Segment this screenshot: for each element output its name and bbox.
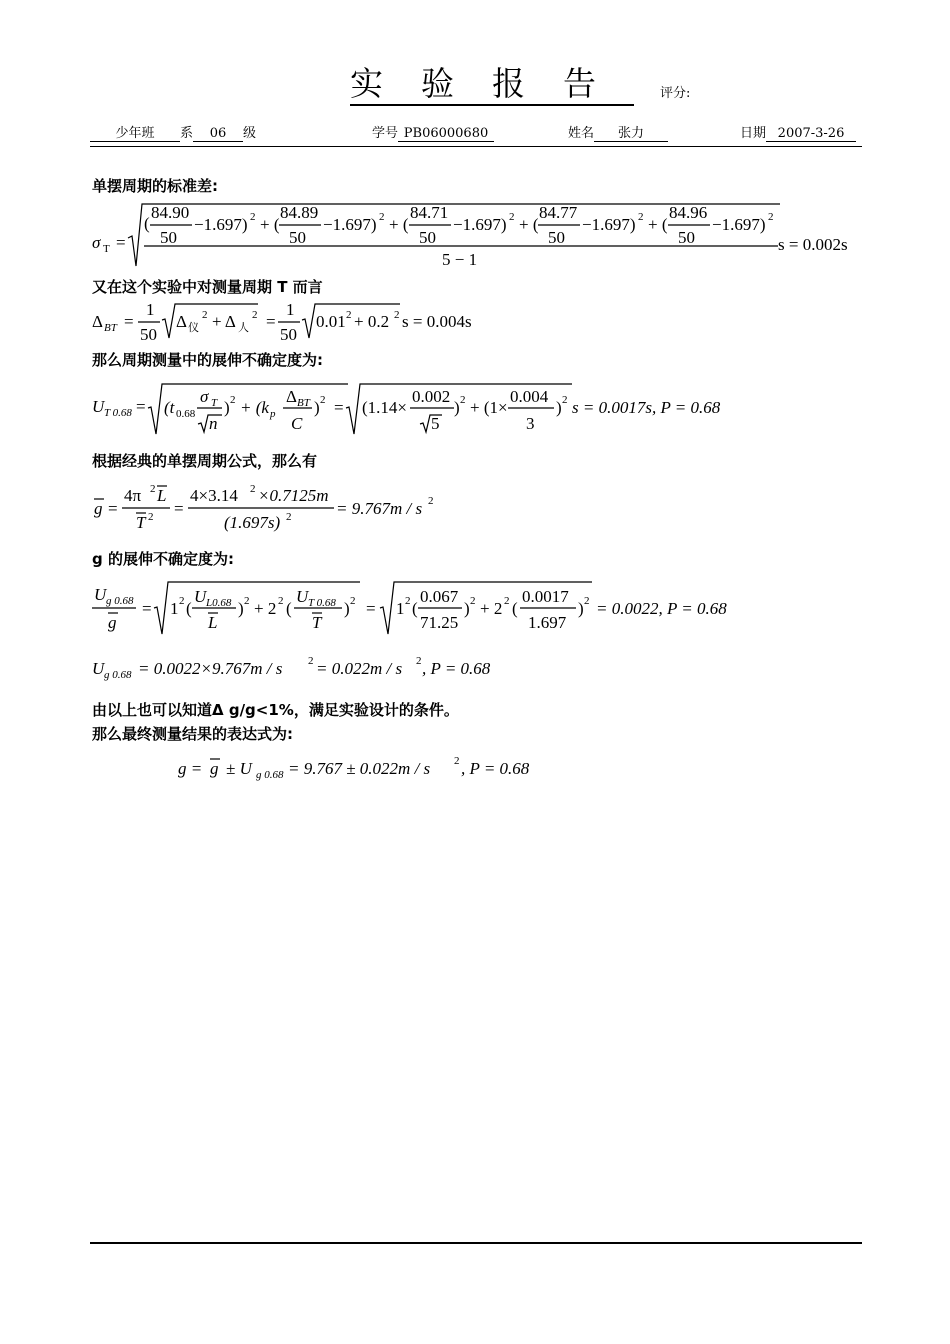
- svg-text:2: 2: [278, 595, 284, 607]
- svg-text:2: 2: [320, 394, 326, 406]
- svg-text:71.25: 71.25: [420, 613, 459, 632]
- svg-text:g =: g =: [178, 759, 203, 778]
- eq1-num-5: 84.96: [669, 203, 708, 222]
- class-field: [90, 122, 256, 142]
- svg-text:n: n: [209, 414, 218, 433]
- eq1-num-3: 84.71: [410, 203, 449, 222]
- svg-text:+ Δ: + Δ: [212, 312, 236, 331]
- svg-text:2: 2: [454, 755, 460, 767]
- svg-text:= 0.022m / s: = 0.022m / s: [316, 659, 403, 678]
- svg-text:2: 2: [250, 483, 256, 495]
- svg-text:1.697: 1.697: [528, 613, 567, 632]
- svg-text:σ: σ: [200, 387, 209, 406]
- equation-g-mean: [90, 480, 450, 538]
- svg-text:2: 2: [470, 595, 476, 607]
- header-rule: [90, 146, 862, 147]
- equation-final-result: [176, 752, 576, 784]
- svg-text:± U: ± U: [226, 759, 252, 778]
- svg-text:50: 50: [678, 228, 695, 247]
- svg-text:C: C: [291, 414, 303, 433]
- svg-text:2: 2: [350, 595, 356, 607]
- svg-text:= 9.767m / s: = 9.767m / s: [336, 499, 423, 518]
- svg-text:0.0017: 0.0017: [522, 587, 569, 606]
- name-value: 张力: [594, 122, 668, 142]
- svg-text:2: 2: [509, 211, 515, 223]
- svg-text:4π: 4π: [124, 486, 142, 505]
- svg-text:(1.697s): (1.697s): [224, 513, 281, 532]
- grade-label: 级: [243, 126, 257, 141]
- svg-text:Δ: Δ: [176, 312, 187, 331]
- svg-text:g 0.68: g 0.68: [106, 595, 134, 607]
- svg-text:g: g: [210, 759, 219, 778]
- eq1-sigma: σ: [92, 233, 101, 252]
- svg-text:): ): [314, 398, 320, 417]
- svg-text:−1.697): −1.697): [323, 215, 377, 234]
- svg-text:0.002: 0.002: [412, 387, 451, 406]
- svg-text:+ (: + (: [648, 215, 668, 234]
- svg-text:U: U: [296, 587, 309, 606]
- svg-text:T: T: [211, 397, 218, 409]
- svg-text:= 9.767 ± 0.022m / s: = 9.767 ± 0.022m / s: [288, 759, 431, 778]
- date-value: 2007-3-26: [766, 126, 856, 142]
- svg-text:+ 2: + 2: [254, 599, 277, 618]
- id-value: PB06000680: [398, 126, 494, 142]
- svg-text:人: 人: [238, 322, 249, 334]
- svg-text:BT: BT: [104, 322, 117, 334]
- svg-text:−1.697): −1.697): [194, 215, 248, 234]
- svg-text:50: 50: [140, 325, 157, 344]
- eq1-denominator: 5 − 1: [442, 250, 478, 269]
- svg-text:BT: BT: [297, 397, 310, 409]
- eq1-open: (: [144, 214, 150, 233]
- svg-text:2: 2: [562, 394, 568, 406]
- svg-text:U: U: [94, 585, 107, 604]
- svg-text:2: 2: [584, 595, 590, 607]
- svg-text:=: =: [136, 397, 146, 416]
- svg-text:2: 2: [252, 309, 258, 321]
- svg-text:): ): [224, 398, 230, 417]
- svg-text:1: 1: [146, 300, 155, 319]
- svg-text:s = 0.0017s, P = 0.68: s = 0.0017s, P = 0.68: [572, 398, 721, 417]
- svg-text:g 0.68: g 0.68: [256, 769, 284, 781]
- svg-text:2: 2: [250, 211, 256, 223]
- svg-text:50: 50: [548, 228, 565, 247]
- eq1-term-2: [279, 203, 409, 247]
- svg-text:=: =: [142, 599, 152, 618]
- para-final-intro: 那么最终测量结果的表达式为:: [92, 725, 293, 743]
- svg-text:+ (1×: + (1×: [470, 398, 508, 417]
- equation-sigma-t: [90, 198, 860, 278]
- svg-text:2: 2: [768, 211, 774, 223]
- svg-text:50: 50: [289, 228, 306, 247]
- svg-text:): ): [556, 398, 562, 417]
- svg-text:2: 2: [286, 511, 292, 523]
- svg-text:−1.697): −1.697): [582, 215, 636, 234]
- svg-text:2: 2: [379, 211, 385, 223]
- svg-text:2: 2: [460, 394, 466, 406]
- svg-text:(: (: [286, 599, 292, 618]
- svg-text:(t: (t: [164, 398, 175, 417]
- svg-text:, P = 0.68: , P = 0.68: [422, 659, 491, 678]
- svg-text:+ 2: + 2: [480, 599, 503, 618]
- para-sigma-intro: 单摆周期的标准差:: [92, 177, 218, 195]
- svg-text:g: g: [94, 499, 103, 518]
- svg-text:2: 2: [244, 595, 250, 607]
- svg-text:0.067: 0.067: [420, 587, 459, 606]
- svg-text:T 0.68: T 0.68: [308, 597, 336, 609]
- score-label: 评分:: [660, 86, 691, 101]
- para-conclusion: 由以上也可以知道Δ g/g<1%，满足实验设计的条件。: [92, 701, 459, 719]
- svg-text:×0.7125m: ×0.7125m: [258, 486, 329, 505]
- svg-text:s = 0.004s: s = 0.004s: [402, 312, 472, 331]
- date-label: 日期: [740, 126, 767, 141]
- name-field: [568, 122, 668, 142]
- svg-text:2: 2: [230, 394, 236, 406]
- footer-rule: [90, 1242, 862, 1244]
- svg-text:2: 2: [148, 511, 154, 523]
- svg-text:=: =: [108, 499, 118, 518]
- class-value: 少年班: [90, 122, 180, 142]
- svg-text:g 0.68: g 0.68: [104, 669, 132, 681]
- svg-text:L: L: [208, 613, 218, 632]
- eq1-result: s = 0.002s: [778, 235, 848, 254]
- svg-text:−1.697): −1.697): [712, 215, 766, 234]
- svg-text:): ): [454, 398, 460, 417]
- para-g-intro: 根据经典的单摆周期公式，那么有: [92, 452, 318, 470]
- svg-text:50: 50: [419, 228, 436, 247]
- svg-text:=: =: [366, 599, 376, 618]
- svg-text:1: 1: [286, 300, 295, 319]
- svg-text:): ): [344, 599, 350, 618]
- eq1-term-5: [668, 203, 774, 247]
- svg-text:U: U: [194, 587, 207, 606]
- svg-text:=: =: [116, 233, 126, 252]
- date-field: [740, 122, 856, 142]
- svg-text:0.004: 0.004: [510, 387, 549, 406]
- svg-text:2: 2: [405, 595, 411, 607]
- svg-text:0.01: 0.01: [316, 312, 346, 331]
- svg-text:g: g: [108, 613, 117, 632]
- svg-text:=: =: [266, 312, 276, 331]
- para-ug-intro: g 的展伸不确定度为:: [92, 550, 234, 568]
- equation-u-g-absolute: [90, 652, 510, 684]
- eq1-term-3: [409, 203, 539, 247]
- svg-text:2: 2: [394, 309, 400, 321]
- svg-text:2: 2: [179, 595, 185, 607]
- svg-text:(: (: [186, 599, 192, 618]
- eq1-sigma-sub: T: [103, 243, 110, 255]
- svg-text:U: U: [92, 659, 105, 678]
- svg-text:+ 0.2: + 0.2: [354, 312, 390, 331]
- svg-text:2: 2: [504, 595, 510, 607]
- svg-text:=: =: [334, 398, 344, 417]
- svg-text:p: p: [270, 408, 276, 420]
- svg-text:, P = 0.68: , P = 0.68: [461, 759, 530, 778]
- svg-text:1: 1: [170, 599, 179, 618]
- svg-text:L: L: [157, 486, 167, 505]
- svg-text:Δ: Δ: [92, 312, 103, 331]
- eq1-num-2: 84.89: [280, 203, 319, 222]
- svg-text:): ): [238, 599, 244, 618]
- id-label: 学号: [372, 126, 399, 141]
- svg-text:= 0.0022, P = 0.68: = 0.0022, P = 0.68: [596, 599, 727, 618]
- equation-delta-bt: [90, 298, 510, 350]
- para-ut-intro: 那么周期测量中的展伸不确定度为:: [92, 351, 324, 369]
- dept-label: 系: [180, 126, 194, 141]
- eq1-num-1: 84.90: [151, 203, 190, 222]
- svg-text:(: (: [412, 599, 418, 618]
- svg-text:(1.14×: (1.14×: [362, 398, 407, 417]
- svg-text:50: 50: [280, 325, 297, 344]
- svg-text:3: 3: [526, 414, 535, 433]
- equation-u-t: [90, 378, 740, 440]
- svg-text:4×3.14: 4×3.14: [190, 486, 238, 505]
- eq1-den-1: 50: [160, 228, 177, 247]
- svg-text:=: =: [174, 499, 184, 518]
- svg-text:2: 2: [150, 483, 156, 495]
- svg-text:=: =: [124, 312, 134, 331]
- svg-text:0.68: 0.68: [176, 408, 196, 420]
- eq1-num-4: 84.77: [539, 203, 578, 222]
- equation-u-g-relative: [90, 576, 750, 638]
- svg-text:= 0.0022×9.767m / s: = 0.0022×9.767m / s: [138, 659, 283, 678]
- svg-text:T: T: [312, 613, 322, 632]
- svg-text:+ (: + (: [260, 215, 280, 234]
- svg-text:5: 5: [431, 414, 440, 433]
- para-period-intro: 又在这个实验中对测量周期 T 而言: [92, 278, 323, 296]
- svg-text:2: 2: [346, 309, 352, 321]
- svg-text:+ (: + (: [519, 215, 539, 234]
- eq1-term-4: [538, 203, 668, 247]
- svg-text:仪: 仪: [188, 322, 199, 334]
- svg-text:+ (k: + (k: [240, 398, 269, 417]
- student-id-field: [372, 122, 494, 142]
- svg-text:2: 2: [428, 495, 434, 507]
- svg-text:T: T: [136, 513, 146, 532]
- svg-text:2: 2: [308, 655, 314, 667]
- eq1-term-1: [150, 203, 280, 247]
- report-title: 实验报告: [350, 64, 634, 106]
- svg-text:2: 2: [416, 655, 422, 667]
- svg-text:1: 1: [396, 599, 405, 618]
- svg-text:2: 2: [202, 309, 208, 321]
- svg-text:+ (: + (: [389, 215, 409, 234]
- svg-text:): ): [578, 599, 584, 618]
- name-label: 姓名: [568, 126, 595, 141]
- svg-text:Δ: Δ: [286, 387, 297, 406]
- svg-text:U: U: [92, 397, 105, 416]
- svg-text:(: (: [512, 599, 518, 618]
- svg-text:): ): [464, 599, 470, 618]
- svg-text:−1.697): −1.697): [453, 215, 507, 234]
- svg-text:2: 2: [638, 211, 644, 223]
- svg-text:L0.68: L0.68: [206, 597, 232, 609]
- svg-text:T 0.68: T 0.68: [104, 407, 132, 419]
- dept-value: 06: [193, 126, 243, 142]
